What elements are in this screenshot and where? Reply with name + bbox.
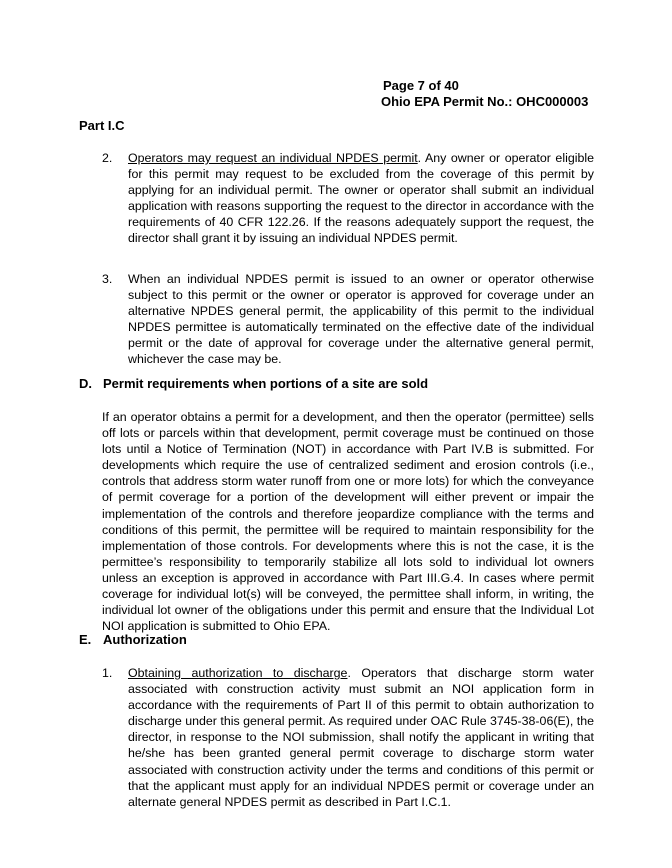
list-item-number: 1. bbox=[102, 666, 113, 680]
list-item-body bbox=[128, 665, 594, 810]
list-item-c3 bbox=[102, 271, 594, 368]
page-header bbox=[383, 78, 590, 110]
permit-number: Ohio EPA Permit No.: OHC000003 bbox=[381, 94, 589, 109]
list-item-text: When an individual NPDES permit is issued to an owner or operator otherwise subject to this permit or the owner or operator is approved for coverage under an alternative NPDES general permit, the applicability of this permit to the individual NPDES permittee is automatically terminated on the effective date of the individual permit or the date of approval for coverage under the alternative general permit, whichever the case may be. bbox=[128, 272, 594, 367]
section-d-paragraph: If an operator obtains a permit for a development, and then the operator (permittee) sells off lots or parcels within that development, permit coverage must be continued on those lots until a Notice of Termination (NOT) in accordance with Part IV.B is submitted. For developments which require the use of centralized sediment and erosion controls (i.e., controls that address storm water runoff from one or more lots) for which the conveyance of permit coverage for a portion of the development will either prevent or impair the implementation of the controls and therefore jeopardize compliance with the terms and conditions of this permit, the permittee will be required to maintain responsibility for the implementation of those controls. For developments where this is not the case, it is the permittee’s responsibility to temporarily stabilize all lots sold to individual lot owners unless an exception is approved in accordance with Part III.G.4. In cases where permit coverage for individual lot(s) will be conveyed, the permittee shall inform, in writing, the individual lot owner of the obligations under this permit and ensure that the Individual Lot NOI application is submitted to Ohio EPA. bbox=[102, 410, 594, 634]
list-item-body bbox=[128, 150, 594, 247]
list-item-c2 bbox=[102, 150, 594, 247]
section-title: Permit requirements when portions of a site are sold bbox=[103, 376, 429, 391]
section-e-heading bbox=[79, 632, 187, 648]
section-title: Authorization bbox=[103, 632, 187, 647]
section-letter: D. bbox=[79, 376, 92, 391]
part-label: Part I.C bbox=[79, 118, 125, 133]
list-item-title: Obtaining authorization to discharge bbox=[128, 666, 348, 680]
list-item-title: Operators may request an individual NPDES permit bbox=[128, 151, 418, 165]
list-item-number: 3. bbox=[102, 272, 113, 286]
section-d-heading bbox=[79, 376, 428, 392]
page-number: Page 7 of 40 bbox=[383, 78, 459, 93]
list-item-text: . Operators that discharge storm water associated with construction activity must submit an NOI application form in accordance with the requirements of Part II of this permit to obtain authorization to discharge under this general permit. As required under OAC Rule 3745-38-06(E), the director, in response to the NOI submission, shall notify the applicant in writing that he/she has been granted general permit coverage to discharge storm water associated with construction activity under the terms and conditions of this permit or that the applicant must apply for an individual NPDES permit or coverage under an alternate general NPDES permit as described in Part I.C.1. bbox=[128, 666, 594, 809]
list-item-number: 2. bbox=[102, 151, 113, 165]
section-letter: E. bbox=[79, 632, 92, 647]
list-item-text: . Any owner or operator eligible for this permit may request to be excluded from the coverage of this permit by applying for an individual permit. The owner or operator shall submit an individual application with reasons supporting the request to the director in accordance with the requirements of 40 CFR 122.26. If the reasons adequately support the request, the director shall grant it by issuing an individual NPDES permit. bbox=[128, 151, 595, 246]
list-item-e1 bbox=[102, 665, 594, 810]
